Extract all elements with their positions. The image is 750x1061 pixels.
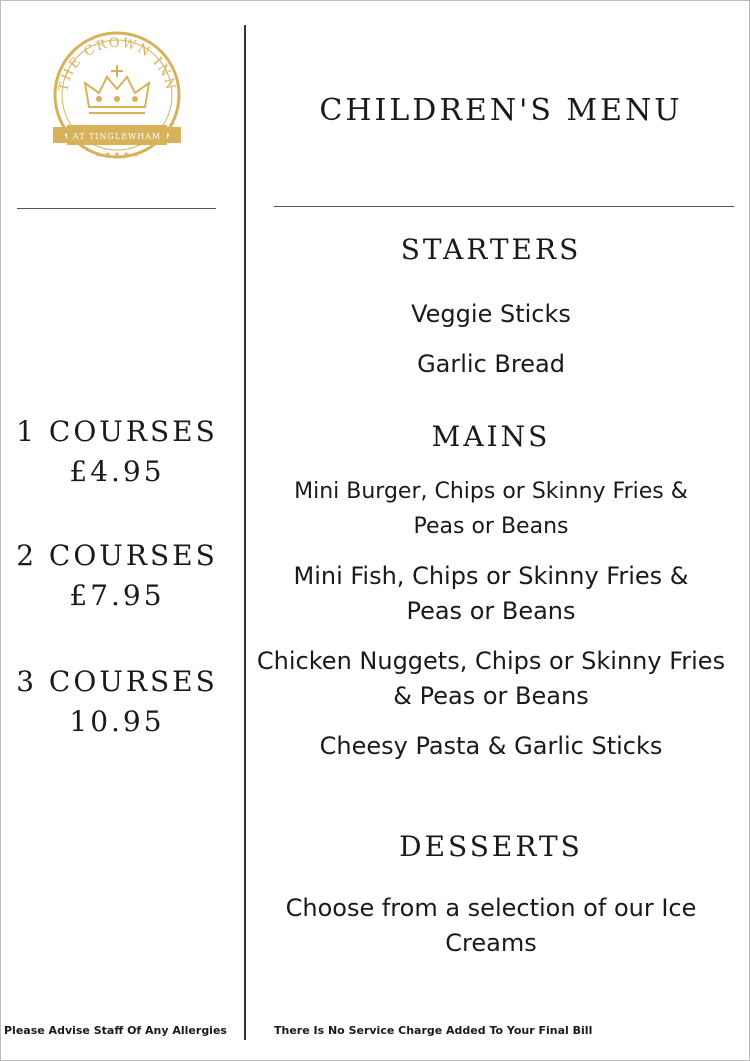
- price-block-2: [1, 536, 233, 616]
- course-price: 10.95: [69, 705, 165, 738]
- menu-item: Mini Fish, Chips or Skinny Fries & Peas or Beans: [293, 562, 689, 625]
- menu-title: CHILDREN'S MENU: [319, 93, 683, 128]
- menu-item: Garlic Bread: [417, 350, 565, 378]
- menu-item: Choose from a selection of our Ice Creams: [285, 894, 697, 957]
- course-price: £7.95: [69, 579, 165, 612]
- logo-text: THE CROWN INN: [56, 35, 178, 93]
- left-rule: [17, 208, 216, 209]
- price-block-3: [1, 662, 233, 742]
- right-rule: [274, 206, 734, 207]
- menu-item: Mini Burger, Chips or Skinny Fries & Peas or Beans: [294, 479, 688, 539]
- svg-text:★ ★ ★ ★ ★: ★ ★ ★ ★ ★: [94, 150, 140, 159]
- allergy-notice: Please Advise Staff Of Any Allergies: [4, 1024, 227, 1037]
- course-price: £4.95: [69, 455, 165, 488]
- svg-text:THE CROWN INN: [56, 36, 178, 93]
- course-label: 1 COURSES: [16, 415, 218, 448]
- menu-item: Chicken Nuggets, Chips or Skinny Fries & Peas or Beans: [256, 647, 726, 710]
- menu-item: Cheesy Pasta & Garlic Sticks: [319, 732, 663, 760]
- mains-heading: MAINS: [431, 420, 551, 453]
- logo-banner-text: AT TINGLEWHAM: [72, 132, 162, 141]
- course-label: 2 COURSES: [16, 539, 218, 572]
- menu-item: Veggie Sticks: [411, 300, 571, 328]
- desserts-heading: DESSERTS: [399, 830, 583, 863]
- column-divider: [244, 25, 246, 1040]
- course-label: 3 COURSES: [16, 665, 218, 698]
- service-charge-notice: There Is No Service Charge Added To Your Final Bill: [274, 1024, 593, 1037]
- crown-inn-logo: [49, 27, 185, 163]
- starters-heading: STARTERS: [400, 233, 582, 266]
- price-block-1: [1, 412, 233, 492]
